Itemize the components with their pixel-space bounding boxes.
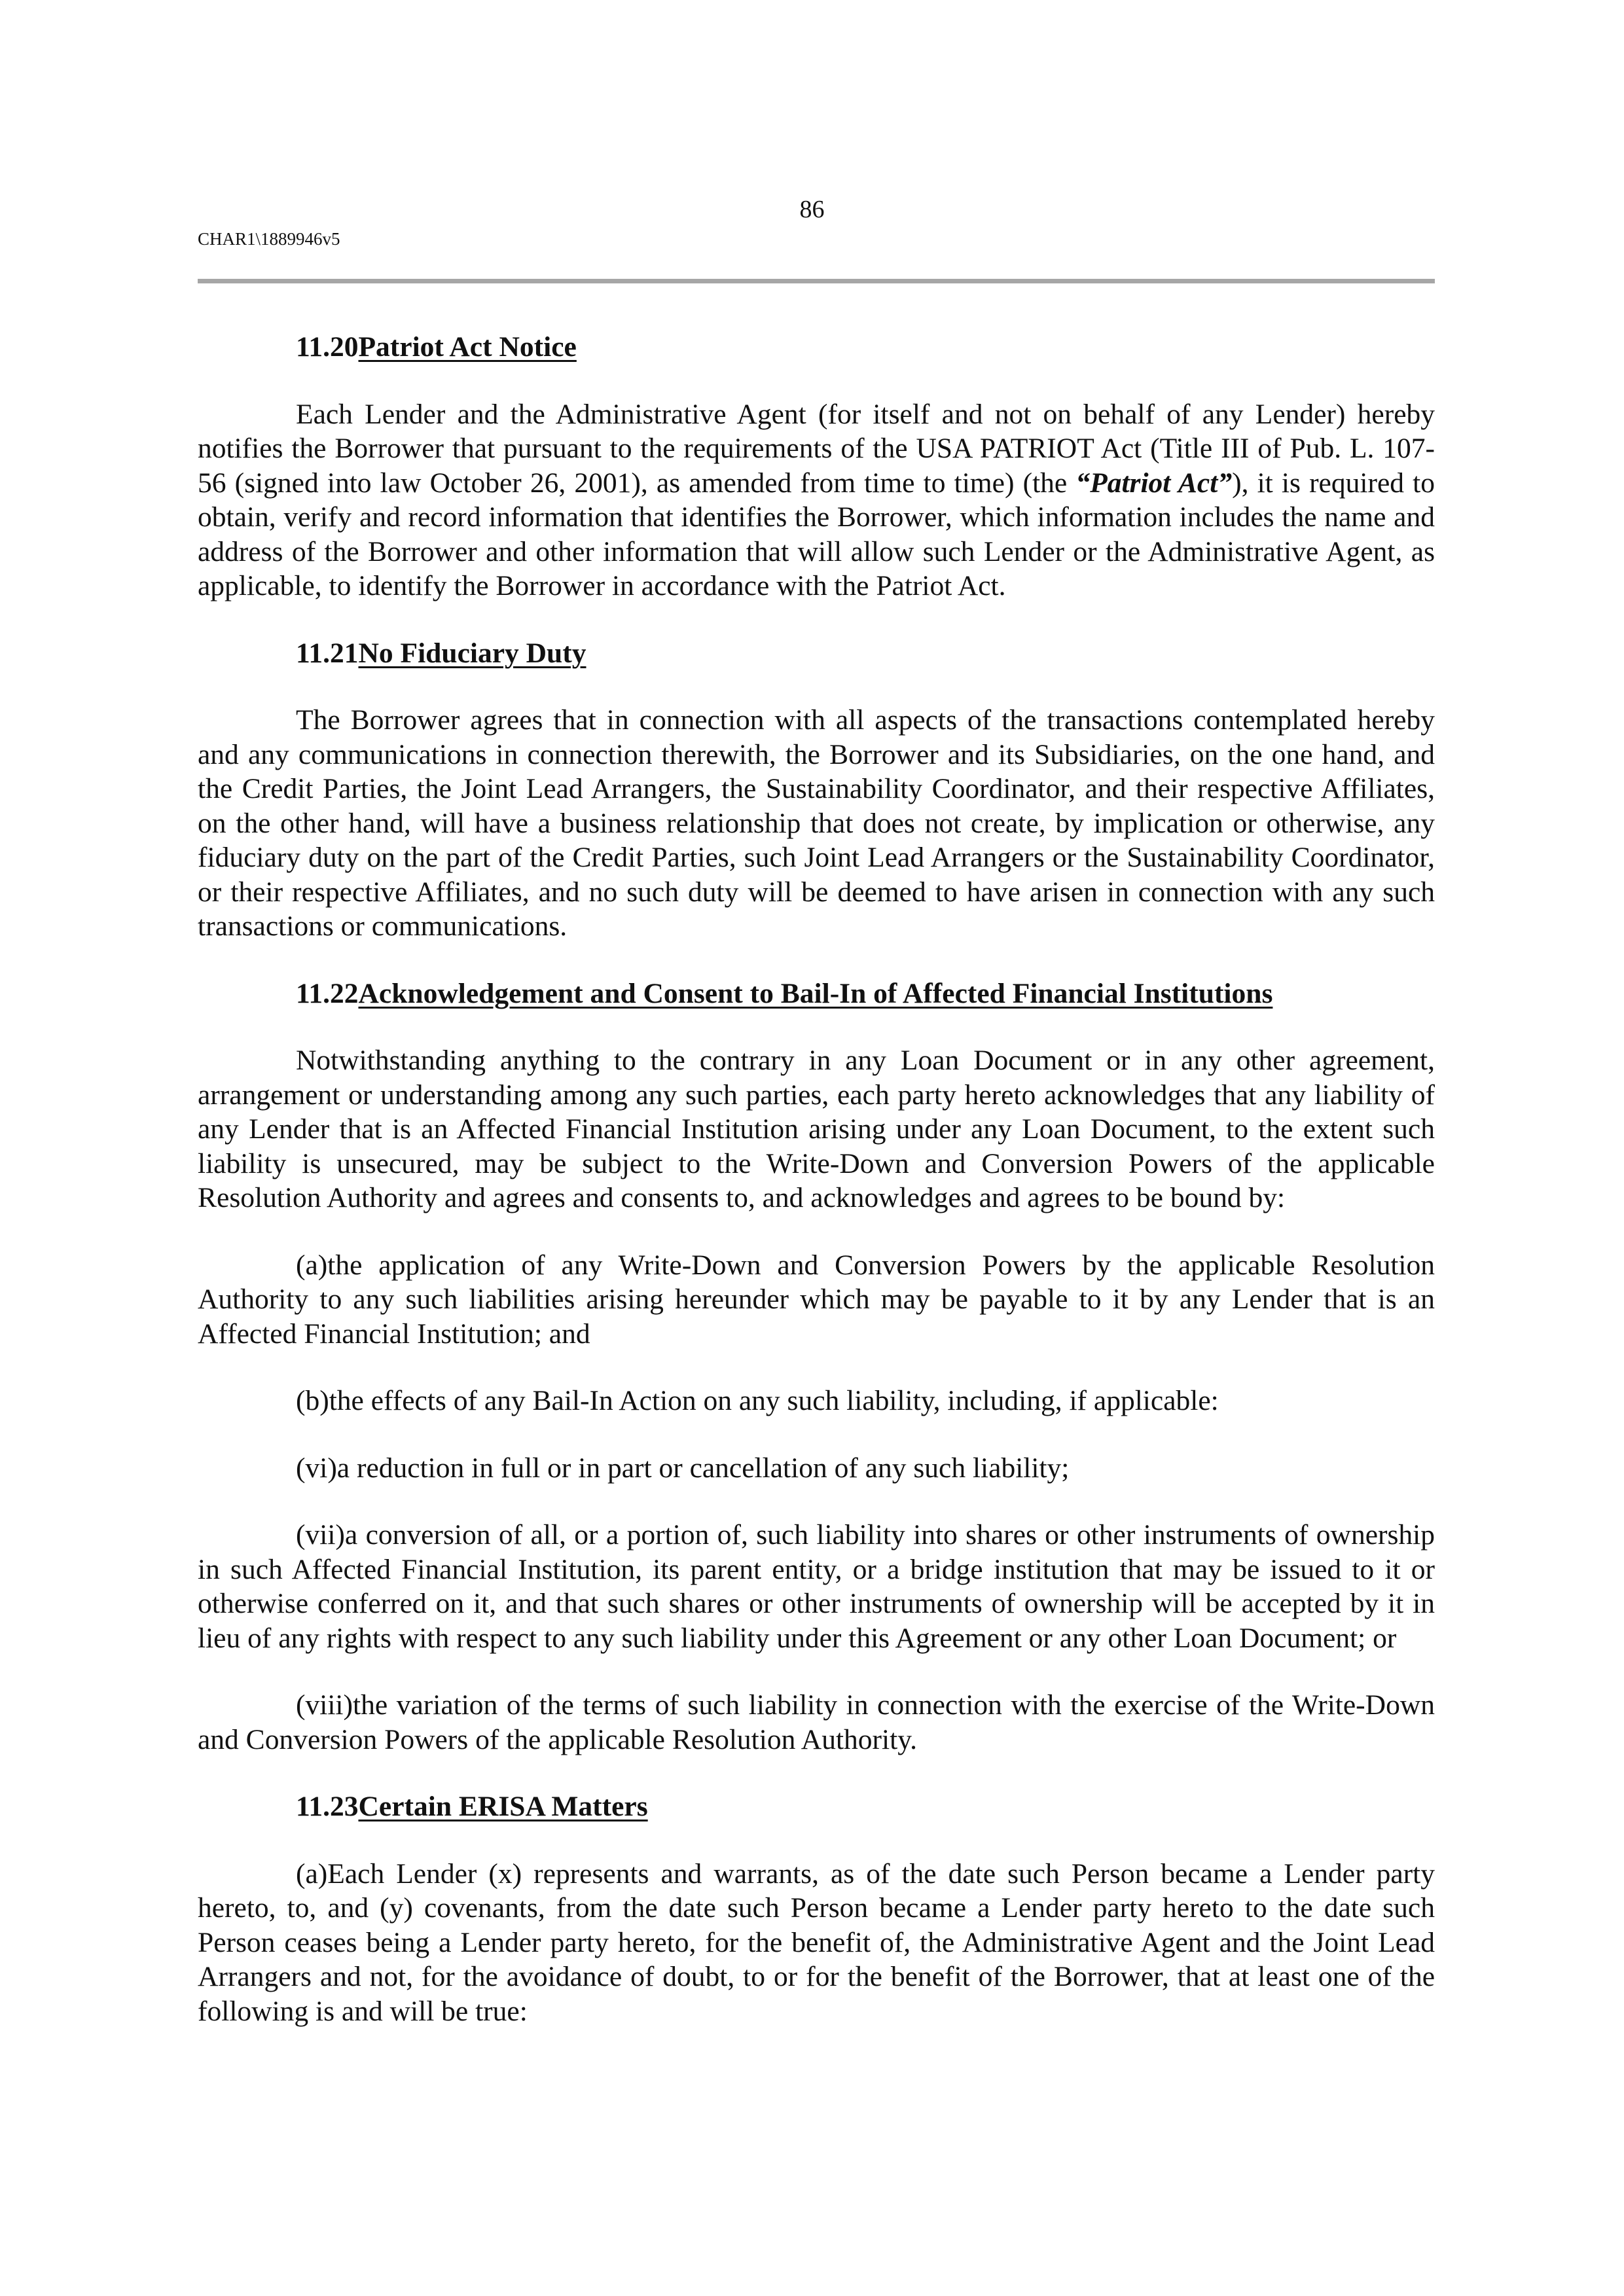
paragraph-bail-in-intro: Notwithstanding anything to the contrary in any Loan Document or in any other agreement, arrangement or understanding among any such parties, each party hereto acknowledges that any liability of any Lender that is an Affected Financial Institution arising under any Loan Document, to the extent such liability is unsecured, may be subject to the Write-Down and Conversion Powers of the applicable Resolution Authority and agrees and consents to, and acknowledges and agrees to be bound by:: [198, 1045, 1435, 1213]
section-title: Acknowledgement and Consent to Bail-In of Affected Financial Institutions: [358, 977, 1273, 1009]
paragraph-bail-in-viii: (viii)the variation of the terms of such liability in connection with the exercise of the Write-Down and Conversion Powers of the applicable Resolution Authority.: [198, 1689, 1435, 1755]
section-number: 11.21: [296, 637, 359, 669]
section-number: 11.22: [296, 977, 359, 1009]
paragraph-text: Each Lender and the Administrative Agent (for itself and not on behalf of any Lender) hereby notifies the Borrower that pursuant to the requirements of the USA PATRIOT Act (Title III of Pub. L. 107-56 (signed into law October 26, 2001), as amended from time to time) (the: [198, 398, 1435, 499]
paragraph-bail-in-vi: (vi)a reduction in full or in part or cancellation of any such liability;: [296, 1452, 1070, 1484]
section-title: Patriot Act Notice: [358, 331, 577, 363]
section-heading-11-21: [198, 636, 1435, 671]
paragraph-bail-in-b: (b)the effects of any Bail-In Action on any such liability, including, if applicable:: [296, 1385, 1219, 1416]
paragraph-bail-in-a: (a)the application of any Write-Down and Conversion Powers by the applicable Resolution Authority to any such liabilities arising hereunder which may be payable to it by any Lender that is an Affected Financial Institution; and: [198, 1249, 1435, 1350]
paragraph-text: ), it is required to obtain, verify and record information that identifies the Borrower, which information includes the name and address of the Borrower and other information that will allow such Lender or the Administrative Agent, as applicable, to identify the Borrower in accordance with the Patriot Act.: [198, 467, 1435, 601]
header-divider: [198, 279, 1435, 283]
section-heading-11-20: [198, 330, 1435, 365]
paragraph-fiduciary: The Borrower agrees that in connection with all aspects of the transactions contemplated hereby and any communications in connection therewith, the Borrower and its Subsidiaries, on the one hand, and the Credit Parties, the Joint Lead Arrangers, the Sustainability Coordinator, and their respective Affiliates, on the other hand, will have a business relationship that does not create, by implication or otherwise, any fiduciary duty on the part of the Credit Parties, such Joint Lead Arrangers or the Sustainability Coordinator, or their respective Affiliates, and no such duty will be deemed to have arisen in connection with any such transactions or communications.: [198, 704, 1435, 942]
section-number: 11.20: [296, 331, 359, 363]
defined-term: “Patriot Act”: [1075, 467, 1233, 499]
section-title: Certain ERISA Matters: [358, 1791, 648, 1822]
section-title: No Fiduciary Duty: [358, 637, 586, 669]
page-body: [198, 330, 1435, 2028]
paragraph-bail-in-vii: (vii)a conversion of all, or a portion of, such liability into shares or other instruments of ownership in such Affected Financial Institution, its parent entity, or a bridge institution that may be issued to it or otherwise conferred on it, and that such shares or other instruments of ownership will be accepted by it in lieu of any rights with respect to any such liability under this Agreement or any other Loan Document; or: [198, 1519, 1435, 1654]
paragraph-erisa-a: (a)Each Lender (x) represents and warrants, as of the date such Person became a Lender party hereto, to, and (y) covenants, from the date such Person became a Lender party hereto to the date such Person ceases being a Lender party hereto, for the benefit of, the Administrative Agent and the Joint Lead Arrangers and not, for the avoidance of doubt, to or for the benefit of the Borrower, that at least one of the following is and will be true:: [198, 1857, 1435, 2027]
section-heading-11-23: [198, 1789, 1435, 1824]
section-heading-11-22: [198, 977, 1435, 1011]
document-id: CHAR1\1889946v5: [198, 229, 340, 249]
page-number: 86: [799, 196, 825, 223]
paragraph-patriot-act: [198, 397, 1435, 603]
section-number: 11.23: [296, 1791, 359, 1822]
